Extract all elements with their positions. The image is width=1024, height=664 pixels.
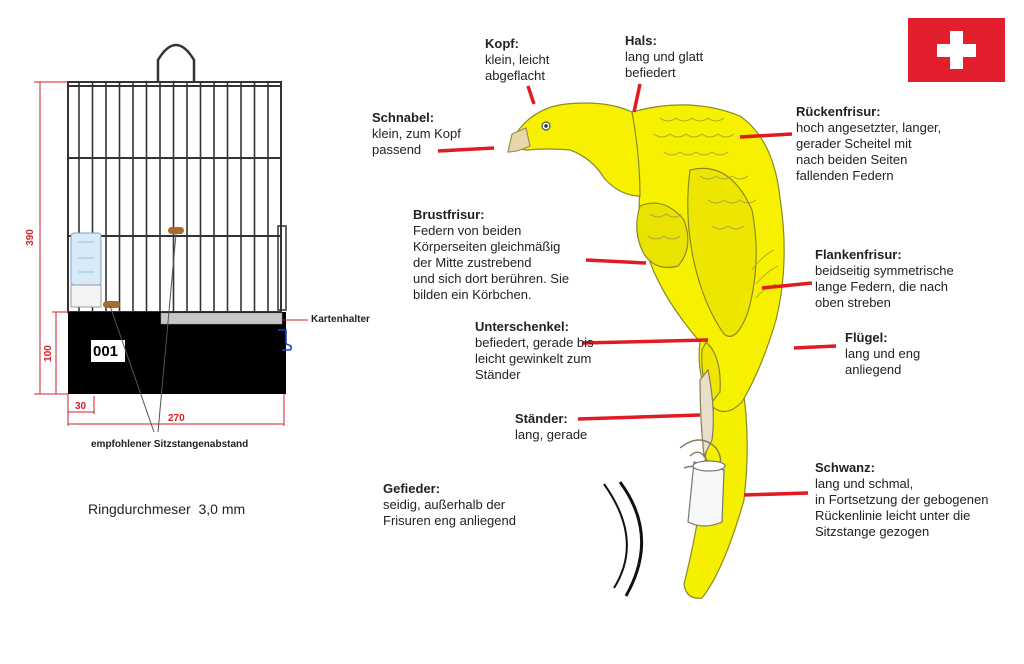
perch-upper: [168, 227, 184, 234]
flag-cross-horizontal: [937, 44, 976, 57]
annotation-brustfrisur-title: Brustfrisur:: [413, 207, 485, 222]
annotation-hals-title: Hals:: [625, 33, 657, 48]
annotation-rueckenfrisur: [796, 104, 941, 184]
annotation-kopf-text: klein, leicht abgeflacht: [485, 52, 550, 83]
swiss-flag-icon: [908, 18, 1005, 82]
annotation-rueckenfrisur-text: hoch angesetzter, langer, gerader Scheitel mit nach beiden Seiten fallenden Federn: [796, 120, 942, 183]
pointer-hals: [634, 84, 640, 112]
card-holder-label: Kartenhalter: [311, 314, 370, 325]
annotation-unterschenkel: [475, 319, 594, 383]
dimension-width-label: 270: [168, 413, 185, 424]
annotation-fluegel: [845, 330, 920, 378]
ring-diameter-label: Ringdurchmeser 3,0 mm: [88, 501, 246, 517]
pointer-fluegel: [794, 346, 836, 348]
perch-cup: [688, 462, 724, 526]
annotation-flankenfrisur-text: beidseitig symmetrische lange Federn, die nach oben streben: [815, 263, 954, 310]
annotation-gefieder: [383, 481, 516, 529]
annotation-fluegel-text: lang und eng anliegend: [845, 346, 921, 377]
pointer-schwanz: [744, 493, 808, 495]
cage-bars: [79, 82, 268, 312]
water-fountain: [71, 233, 101, 285]
annotation-staender-text: lang, gerade: [515, 427, 588, 442]
pointer-staender: [578, 415, 700, 419]
bird-head: [512, 103, 640, 196]
water-fountain-base: [71, 285, 101, 307]
annotation-flankenfrisur-title: Flankenfrisur:: [815, 247, 902, 262]
annotation-flankenfrisur: [815, 247, 954, 311]
annotation-staender: [515, 411, 587, 443]
annotation-hals: [625, 33, 703, 81]
pointer-kopf: [528, 86, 534, 104]
cage-handle: [158, 45, 194, 82]
annotation-gefieder-title: Gefieder:: [383, 481, 441, 496]
annotation-schnabel: [372, 110, 461, 158]
annotation-schwanz-title: Schwanz:: [815, 460, 875, 475]
annotation-brustfrisur-text: Federn von beiden Körperseiten gleichmäßig der Mitte zustrebend und sich dort berühren. Sie bilden ein Körbchen.: [413, 223, 570, 302]
perch-cup-rim: [693, 461, 725, 471]
show-cage-drawing: [34, 45, 308, 432]
annotation-unterschenkel-text: befiedert, gerade bis leicht gewinkelt zum Ständer: [475, 335, 594, 382]
card-holder: [161, 313, 282, 324]
plumage-curve-symbol: [604, 482, 642, 596]
annotation-brustfrisur: [413, 207, 569, 303]
annotation-kopf-title: Kopf:: [485, 36, 519, 51]
annotation-schnabel-title: Schnabel:: [372, 110, 435, 125]
annotation-rueckenfrisur-title: Rückenfrisur:: [796, 104, 881, 119]
card-number-label: 001: [93, 343, 119, 360]
pointer-brustfrisur: [586, 260, 646, 263]
dimension-drawer-height-label: 100: [42, 345, 54, 362]
annotation-fluegel-title: Flügel:: [845, 330, 888, 345]
annotation-staender-title: Ständer:: [515, 411, 568, 426]
perch-lower: [103, 301, 120, 308]
dimension-offset-label: 30: [75, 401, 87, 412]
annotation-hals-text: lang und glatt befiedert: [625, 49, 704, 80]
annotation-schwanz: [815, 460, 988, 540]
annotation-schnabel-text: klein, zum Kopf passend: [372, 126, 461, 157]
dimension-height-label: 390: [24, 229, 36, 246]
annotation-kopf: [485, 36, 549, 84]
perch-distance-label: empfohlener Sitzstangenabstand: [91, 439, 249, 450]
pointer-unterschenkel: [582, 340, 708, 343]
annotation-gefieder-text: seidig, außerhalb der Frisuren eng anliegend: [383, 497, 516, 528]
bird-pupil: [544, 124, 548, 128]
annotation-schwanz-text: lang und schmal, in Fortsetzung der gebogenen Rückenlinie leicht unter die Sitzstange gezogen: [815, 476, 989, 539]
annotation-unterschenkel-title: Unterschenkel:: [475, 319, 569, 334]
